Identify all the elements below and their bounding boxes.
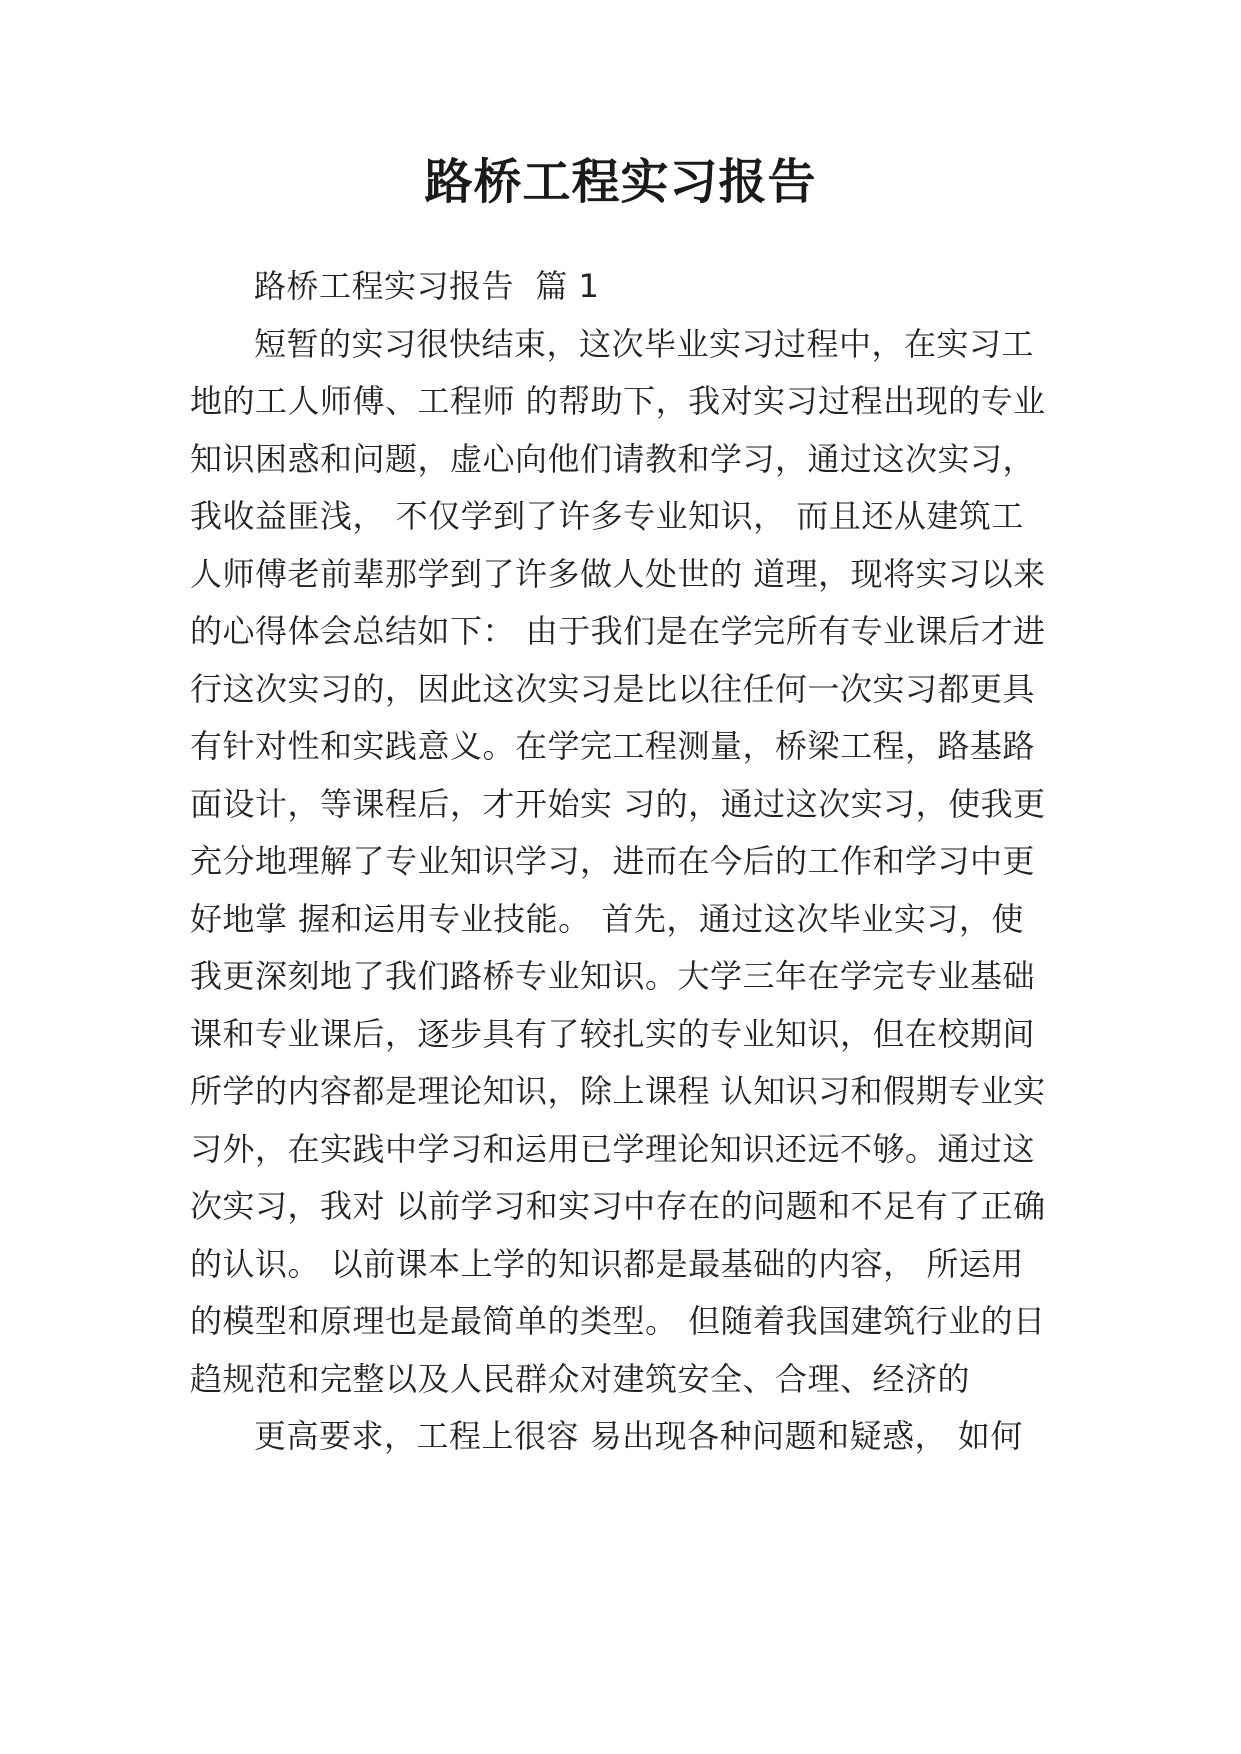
body-paragraph-1: 短暂的实习很快结束，这次毕业实习过程中，在实习工地的工人师傅、工程师 的帮助下，我对实习过程出现的专业知识困惑和问题，虚心向他们请教和学习，通过这次实习，我收益匪浅， 不仅学到了许多专业知识， 而且还从建筑工人师傅老前辈那学到了许多做人处世的 道理，现将实习以来的心得体会总结如下： 由于我们是在学完所有专业课后才进行这次实习的，因此这次实习是比以往任何一次实习都更具有针对性和实践意义。在学完工程测量，桥梁工程，路基路面设计，等课程后，才开始实 习的，通过这次实习，使我更充分地理解了专业知识学习，进而在今后的工作和学习中更好地掌 握和运用专业技能。 首先，通过这次毕业实习，使我更深刻地了我们路桥专业知识。大学三年在学完专业基础 课和专业课后，逐步具有了较扎实的专业知识，但在校期间所学的内容都是理论知识，除上课程 认知识习和假期专业实习外，在实践中学习和运用已学理论知识还远不够。通过这次实习，我对 以前学习和实习中存在的问题和不足有了正确的认识。 以前课本上学的知识都是最基础的内容， 所运用的模型和原理也是最简单的类型。 但随着我国建筑行业的日趋规范和完整以及人民群众对建筑安全、合理、经济的 (190, 324, 1046, 1398)
document-title: 路桥工程实习报告 (424, 154, 817, 210)
document-body (190, 258, 1050, 1466)
body-paragraph-2: 更高要求，工程上很容 易出现各种问题和疑惑， 如何 (254, 1417, 1023, 1455)
section-heading: 路桥工程实习报告 篇 1 (254, 267, 600, 305)
